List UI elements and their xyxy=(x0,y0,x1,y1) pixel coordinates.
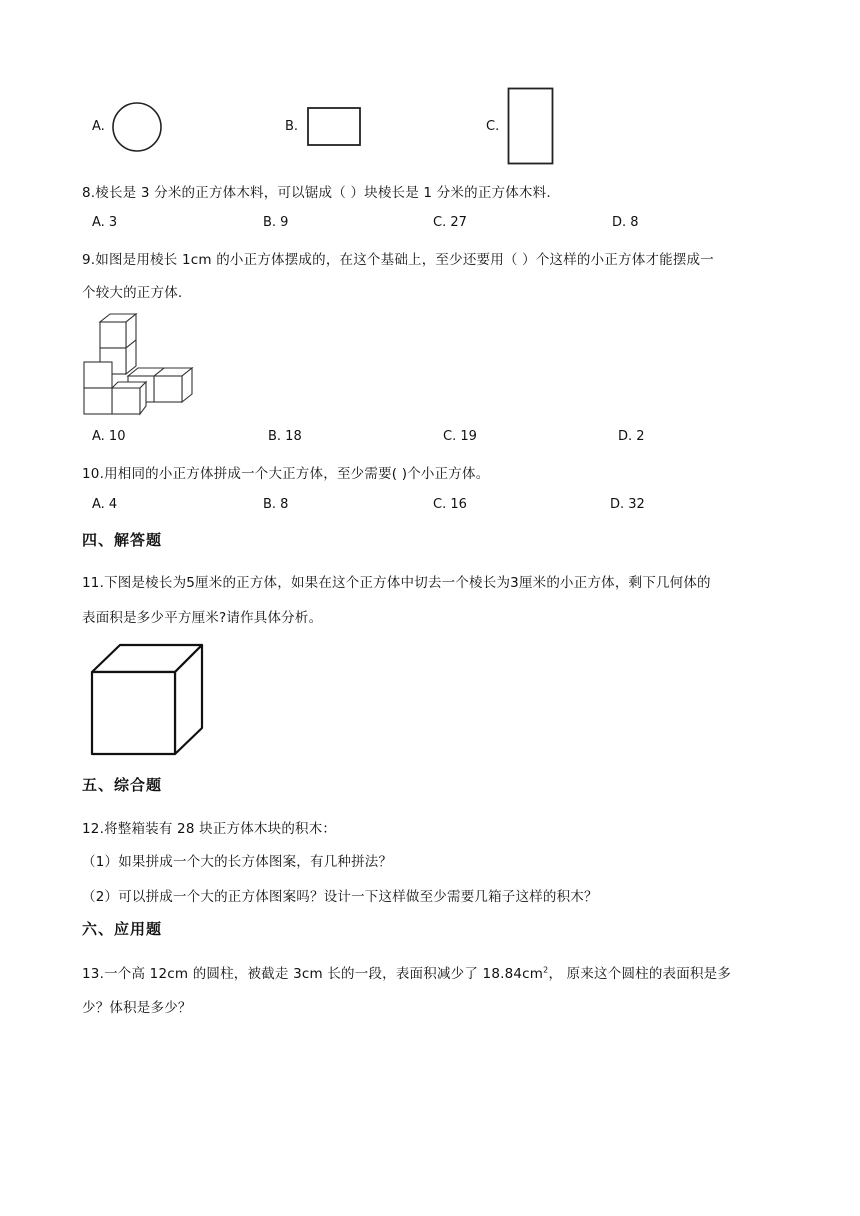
q9-option-a: A. 10 xyxy=(92,429,126,444)
q13-text-line1 xyxy=(82,962,731,982)
rectangle-figure xyxy=(307,107,363,148)
q13-text-part2: ， 原来这个圆柱的表面积是多 xyxy=(548,966,732,982)
q9-text-line1: 9.如图是用棱长 1cm 的小正方体摆成的，在这个基础上，至少还要用（ ）个这样的小正方体才能摆成一 xyxy=(82,252,714,268)
stacked-cubes-figure xyxy=(80,310,200,420)
q11-text-line2: 表面积是多少平方厘米?请作具体分析。 xyxy=(82,610,323,626)
q10-option-a: A. 4 xyxy=(92,497,118,512)
q10-option-d: D. 32 xyxy=(610,497,645,512)
q8-option-d: D. 8 xyxy=(612,215,639,230)
q12-sub2: （2）可以拼成一个大的正方体图案吗？设计一下这样做至少需要几箱子这样的积木？ xyxy=(82,889,598,905)
q8-option-c: C. 27 xyxy=(433,215,467,230)
q13-text-line2: 少？体积是多少？ xyxy=(82,1000,192,1016)
q10-option-c: C. 16 xyxy=(433,497,467,512)
q7-option-c-label: C. xyxy=(486,119,500,134)
q9-option-d: D. 2 xyxy=(618,429,645,444)
q12-sub1: （1）如果拼成一个大的长方体图案，有几种拼法？ xyxy=(82,854,393,870)
q7-option-a-label: A. xyxy=(92,119,105,134)
q11-text-line1: 11.下图是棱长为5厘米的正方体，如果在这个正方体中切去一个棱长为3厘米的小正方体，剩下几何体的 xyxy=(82,575,711,591)
cube-figure xyxy=(82,640,208,766)
section-heading-4: 四、解答题 xyxy=(82,531,163,549)
q8-text: 8.棱长是 3 分米的正方体木料，可以锯成（ ）块棱长是 1 分米的正方体木料. xyxy=(82,185,551,201)
q10-option-b: B. 8 xyxy=(263,497,289,512)
superscript-2: 2 xyxy=(543,965,549,975)
q9-option-c: C. 19 xyxy=(443,429,477,444)
q8-option-b: B. 9 xyxy=(263,215,289,230)
tall-rectangle-figure xyxy=(507,87,557,167)
q13-text-part1: 13.一个高 12cm 的圆柱，被截走 3cm 长的一段，表面积减少了 18.84cm xyxy=(82,966,544,982)
q12-text: 12.将整箱装有 28 块正方体木块的积木： xyxy=(82,821,337,837)
q9-option-b: B. 18 xyxy=(268,429,302,444)
q8-option-a: A. 3 xyxy=(92,215,118,230)
section-heading-5: 五、综合题 xyxy=(82,776,163,794)
q9-text-line2: 个较大的正方体. xyxy=(82,285,183,301)
circle-figure xyxy=(112,102,164,152)
section-heading-6: 六、应用题 xyxy=(82,920,163,938)
q7-option-b-label: B. xyxy=(285,119,299,134)
q10-text: 10.用相同的小正方体拼成一个大正方体，至少需要( )个小正方体。 xyxy=(82,466,490,482)
